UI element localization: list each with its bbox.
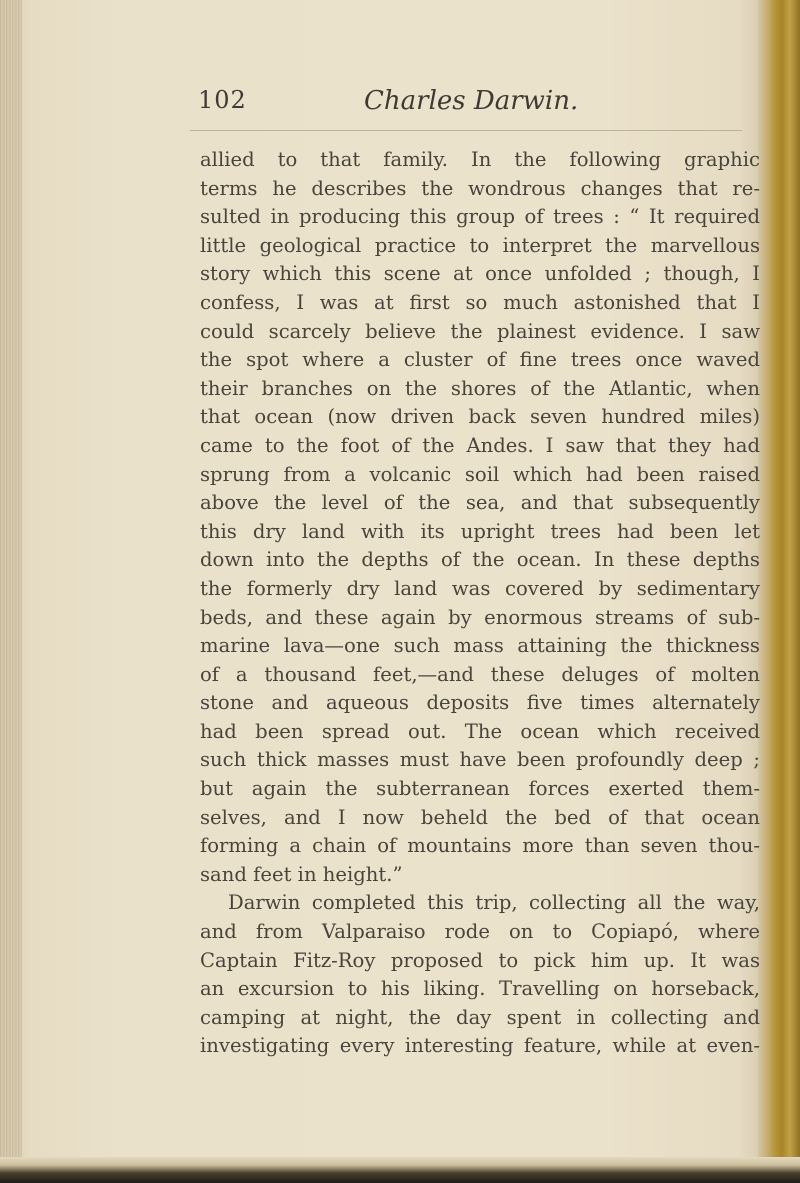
text-line: the spot where a cluster of fine trees once waved xyxy=(200,348,760,372)
text-line: forming a chain of mountains more than seven thou- xyxy=(200,834,760,858)
text-line: had been spread out. The ocean which received xyxy=(200,719,760,743)
text-line: that ocean (now driven back seven hundred miles) xyxy=(200,405,760,429)
text-line: camping at night, the day spent in collecting and xyxy=(200,1005,760,1029)
text-line: story which this scene at once unfolded ; though, I xyxy=(200,262,760,286)
text-line: little geological practice to interpret the marvellous xyxy=(200,233,760,257)
book-bottom-edge xyxy=(0,1157,800,1183)
text-line: such thick masses must have been profoundly deep ; xyxy=(200,748,760,772)
text-line: came to the foot of the Andes. I saw that they had xyxy=(200,433,760,457)
text-line: Captain Fitz-Roy proposed to pick him up. It was xyxy=(200,948,760,972)
text-line: beds, and these again by enormous streams of sub- xyxy=(200,605,760,629)
text-line: sand feet in height.” xyxy=(200,862,403,886)
body-text xyxy=(200,146,760,1061)
text-line: and from Valparaiso rode on to Copiapó, where xyxy=(200,920,760,944)
text-line: terms he describes the wondrous changes that re- xyxy=(200,176,760,200)
text-line: allied to that family. In the following graphic xyxy=(200,148,760,171)
text-line: down into the depths of the ocean. In these depths xyxy=(200,548,760,572)
page-header xyxy=(198,86,758,126)
text-line: above the level of the sea, and that subsequently xyxy=(200,491,760,515)
text-line: marine lava—one such mass attaining the thickness xyxy=(200,634,760,658)
text-line: this dry land with its upright trees had been let xyxy=(200,519,760,543)
text-line: Darwin completed this trip, collecting all the way, xyxy=(228,891,760,915)
text-line: stone and aqueous deposits five times alternately xyxy=(200,691,760,715)
page-number: 102 xyxy=(198,86,247,114)
text-line: their branches on the shores of the Atlantic, when xyxy=(200,376,760,400)
text-line: investigating every interesting feature, while at even- xyxy=(200,1034,760,1058)
running-title: Charles Darwin. xyxy=(364,86,579,116)
text-line: of a thousand feet,—and these deluges of molten xyxy=(200,662,760,686)
text-line: could scarcely believe the plainest evidence. I saw xyxy=(200,319,760,343)
book-gutter xyxy=(0,0,22,1183)
text-line: an excursion to his liking. Travelling on horseback, xyxy=(200,977,760,1001)
text-line: confess, I was at first so much astonished that I xyxy=(200,290,760,314)
book-page-edge xyxy=(758,0,800,1183)
text-line: sprung from a volcanic soil which had been raised xyxy=(200,462,760,486)
text-line: but again the subterranean forces exerted them- xyxy=(200,777,760,801)
text-line: the formerly dry land was covered by sedimentary xyxy=(200,576,760,600)
header-rule xyxy=(190,130,742,131)
text-line: sulted in producing this group of trees : “ It required xyxy=(200,205,760,229)
text-line: selves, and I now beheld the bed of that ocean xyxy=(200,805,760,829)
